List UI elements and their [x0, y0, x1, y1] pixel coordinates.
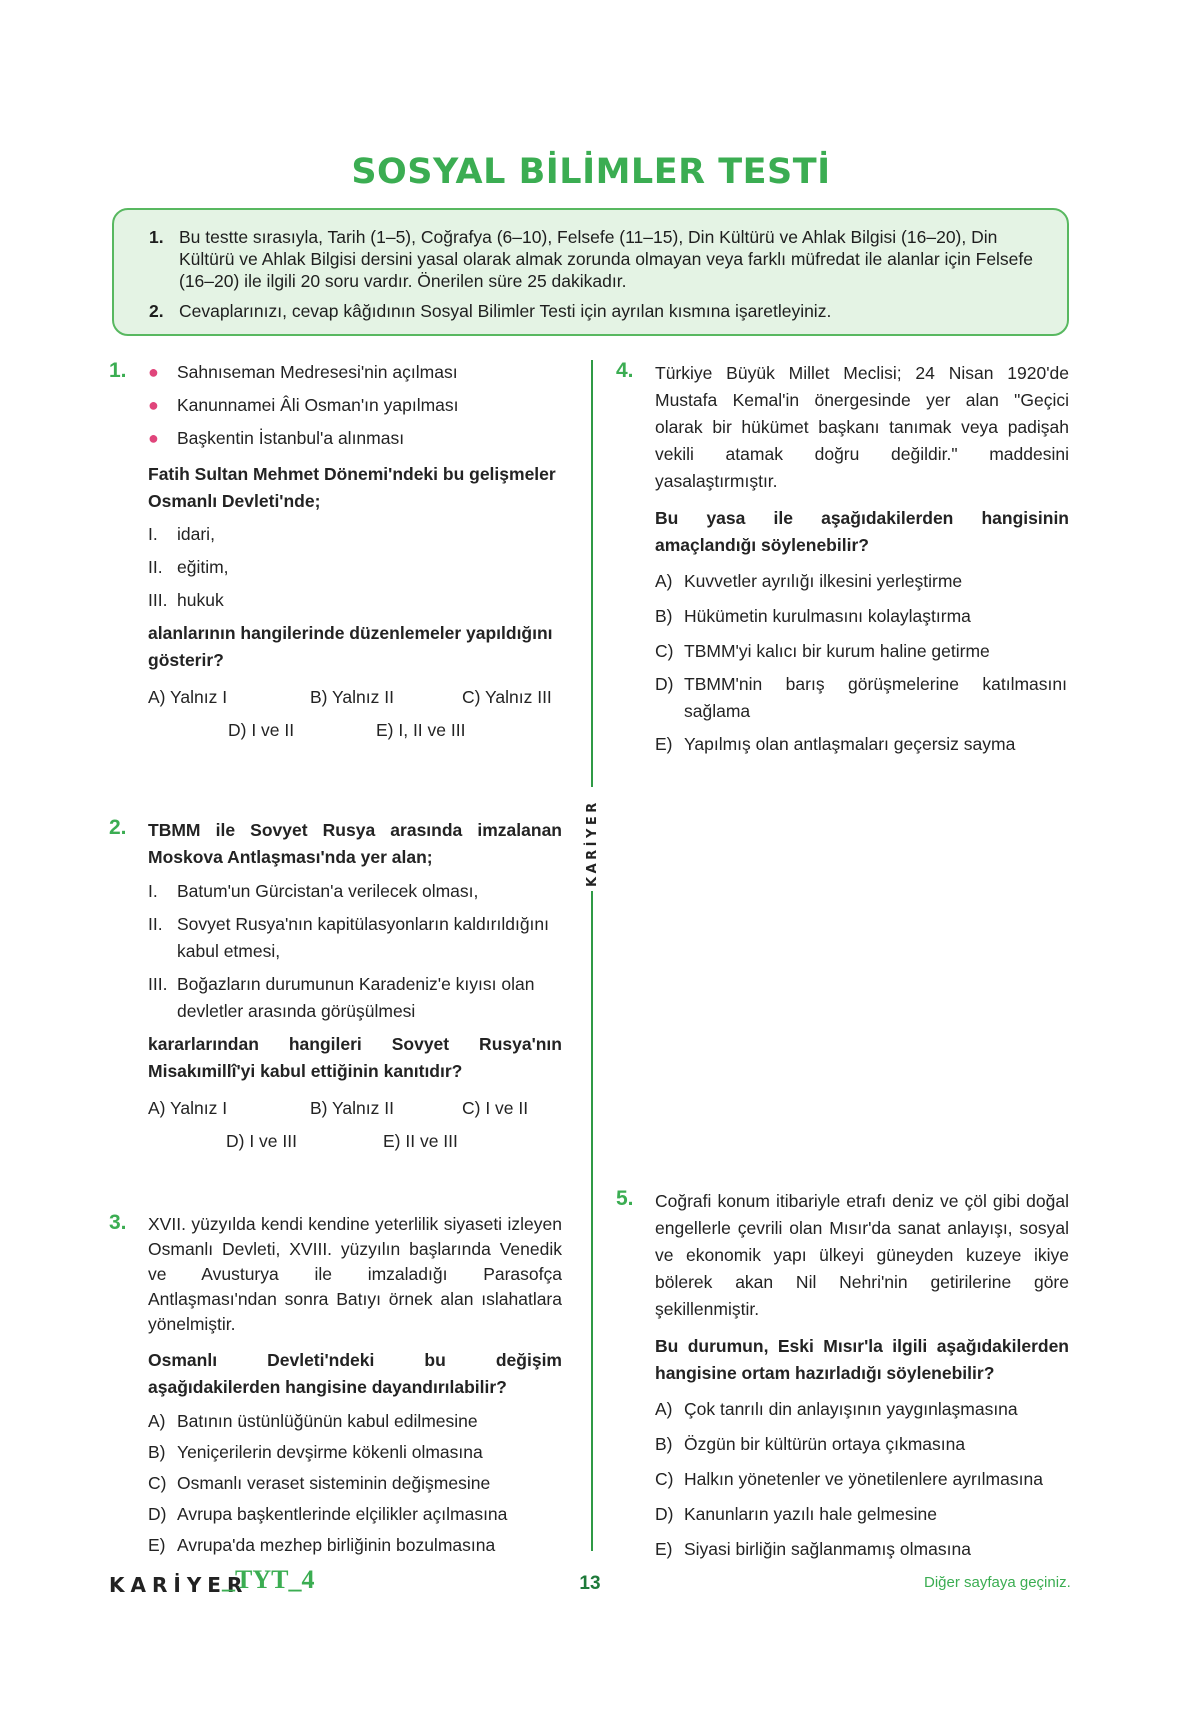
roman-list — [148, 521, 562, 614]
question-prompt: Fatih Sultan Mehmet Dönemi'ndeki bu gelişmeler Osmanlı Devleti'nde; — [148, 464, 556, 511]
question-5 — [616, 1187, 1069, 1569]
option-text: Çok tanrılı din anlayışının yaygınlaşmasına — [684, 1399, 1018, 1419]
roman-item — [148, 971, 562, 1025]
question-stem: Türkiye Büyük Millet Meclisi; 24 Nisan 1920'de Mustafa Kemal'in önergesinde yer alan "Geçici olarak bir hükümet başkanı tanımak veya padişah vekili atamak doğru değildir." maddesini yasalaştırmıştır. — [655, 363, 1069, 491]
option-text: Avrupa başkentlerinde elçilikler açılmasına — [177, 1504, 508, 1524]
roman-text: Boğazların durumunun Karadeniz'e kıyısı olan devletler arasında görüşülmesi — [177, 974, 535, 1021]
roman-text: idari, — [177, 524, 215, 544]
answer-options — [148, 1092, 562, 1158]
option-text: TBMM'nin barış görüşmelerine katılmasını sağlama — [684, 674, 1067, 721]
question-text: Bu yasa ile aşağıdakilerden hangisinin amaçlandığı söylenebilir? — [655, 508, 1069, 555]
side-brand-logo — [580, 797, 604, 889]
option-d[interactable] — [655, 1499, 1069, 1530]
instruction-number: 1. — [149, 227, 164, 247]
roman-item — [148, 878, 562, 905]
answer-options — [148, 681, 562, 747]
instruction-number: 2. — [149, 301, 164, 321]
question-number: 4. — [616, 359, 634, 382]
roman-numeral: II. — [148, 914, 163, 934]
option-b[interactable] — [655, 601, 1069, 632]
option-letter: D) — [655, 674, 674, 694]
instruction-text: Cevaplarınızı, cevap kâğıdının Sosyal Bilimler Testi için ayrılan kısmına işaretleyiniz. — [179, 301, 832, 321]
footer-test-code: _TYT_4 — [222, 1565, 315, 1594]
option-text: Hükümetin kurulmasını kolaylaştırma — [684, 606, 971, 626]
roman-text: hukuk — [177, 590, 224, 610]
roman-numeral: III. — [148, 974, 168, 994]
page-number: 13 — [579, 1573, 601, 1594]
bullet-list — [148, 356, 562, 455]
footer-brand-logo: KARİYER — [109, 1573, 249, 1597]
option-text: Siyasi birliğin sağlanmamış olmasına — [684, 1539, 971, 1559]
roman-item — [148, 521, 562, 548]
roman-item — [148, 554, 562, 581]
option-b[interactable] — [148, 1439, 562, 1466]
question-number: 2. — [109, 816, 127, 839]
instruction-text: Bu testte sırasıyla, Tarih (1–5), Coğrafya (6–10), Felsefe (11–15), Din Kültürü ve Ahlak Bilgisi (16–20), Din Kültürü ve Ahlak Bilgisi dersini yasal olarak almak zorunda olmayan veya farklı müfredat ile alanlar için Felsefe (16–20) ile ilgili 20 soru vardır. Önerilen süre 25 dakikadır. — [179, 227, 1034, 291]
option-text: Yeniçerilerin devşirme kökenli olmasına — [177, 1442, 483, 1462]
option-letter: E) — [655, 734, 673, 754]
option-text: Osmanlı veraset sisteminin değişmesine — [177, 1473, 491, 1493]
option-a[interactable]: A) Yalnız I — [148, 1098, 228, 1118]
option-b[interactable]: B) Yalnız II — [310, 1098, 394, 1118]
option-e[interactable] — [148, 1532, 562, 1559]
option-c[interactable] — [148, 1470, 562, 1497]
option-letter: B) — [148, 1442, 166, 1462]
answer-options — [655, 566, 1069, 760]
option-a[interactable] — [655, 1394, 1069, 1425]
question-text: Bu durumun, Eski Mısır'la ilgili aşağıdakilerden hangisine ortam hazırladığı söylenebilir? — [655, 1336, 1069, 1383]
option-text: TBMM'yi kalıcı bir kurum haline getirme — [684, 641, 990, 661]
option-letter: C) — [655, 1469, 674, 1489]
option-letter: C) — [148, 1473, 167, 1493]
question-stem: Coğrafi konum itibariyle etrafı deniz ve çöl gibi doğal engellerle çevrili olan Mısır'da sanat anlayışı, sosyal ve ekonomik yapı ülkeyi güneyden kuzeye ikiye bölerek akan Nil Nehri'nin getirilerine göre şekillenmiştir. — [655, 1191, 1069, 1319]
question-number: 1. — [109, 359, 127, 382]
bullet-item — [148, 422, 562, 455]
option-e[interactable] — [655, 729, 1069, 760]
page-title: SOSYAL BİLİMLER TESTİ — [351, 152, 831, 192]
bullet-text: Sahnıseman Medresesi'nin açılması — [177, 362, 458, 382]
roman-text: Sovyet Rusya'nın kapitülasyonların kaldırıldığını kabul etmesi, — [177, 914, 550, 961]
option-letter: A) — [655, 1399, 673, 1419]
option-d[interactable]: D) I ve II — [228, 720, 295, 740]
question-3 — [109, 1211, 562, 1563]
question-1 — [109, 359, 562, 747]
roman-item — [148, 911, 562, 965]
question-stem: XVII. yüzyılda kendi kendine yeterlilik siyaseti izleyen Osmanlı Devleti, XVIII. yüzyılın başlarında Venedik ve Avusturya ile imzaladığı Parasofça Antlaşması'ndan sonra Batıyı örnek alan ıslahatlara yönelmiştir. — [148, 1214, 562, 1334]
option-d[interactable] — [655, 671, 1069, 725]
answer-options — [655, 1394, 1069, 1565]
option-c[interactable] — [655, 636, 1069, 667]
bullet-item — [148, 389, 562, 422]
question-number: 3. — [109, 1211, 127, 1234]
column-divider — [591, 891, 593, 1551]
instructions-box — [112, 208, 1069, 336]
bullet-text: Başkentin İstanbul'a alınması — [177, 428, 405, 448]
roman-item — [148, 587, 562, 614]
option-e[interactable]: E) I, II ve III — [376, 720, 466, 740]
option-text: Kuvvetler ayrılığı ilkesini yerleştirme — [684, 571, 963, 591]
option-d[interactable]: D) I ve III — [226, 1131, 297, 1151]
option-letter: D) — [148, 1504, 167, 1524]
bullet-icon: ● — [148, 362, 159, 382]
option-letter: E) — [655, 1539, 673, 1559]
option-letter: D) — [655, 1504, 674, 1524]
answer-options — [148, 1408, 562, 1559]
option-e[interactable]: E) II ve III — [383, 1131, 458, 1151]
question-text: alanlarının hangilerinde düzenlemeler yapıldığını gösterir? — [148, 623, 553, 670]
instruction-item — [149, 226, 1043, 292]
option-a[interactable] — [655, 566, 1069, 597]
roman-numeral: I. — [148, 524, 158, 544]
option-text: Halkın yönetenler ve yönetilenlere ayrılmasına — [684, 1469, 1043, 1489]
option-letter: A) — [148, 1411, 166, 1431]
side-brand-text: KARİYER — [585, 799, 600, 887]
roman-numeral: II. — [148, 557, 163, 577]
roman-text: eğitim, — [177, 557, 229, 577]
option-d[interactable] — [148, 1501, 562, 1528]
option-letter: A) — [655, 571, 673, 591]
option-letter: B) — [655, 1434, 673, 1454]
question-prompt: TBMM ile Sovyet Rusya arasında imzalanan Moskova Antlaşması'nda yer alan; — [148, 820, 562, 867]
option-e[interactable] — [655, 1534, 1069, 1565]
question-4 — [616, 359, 1069, 764]
bullet-icon: ● — [148, 428, 159, 448]
bullet-text: Kanunnamei Âli Osman'ın yapılması — [177, 395, 459, 415]
option-c[interactable] — [655, 1464, 1069, 1495]
option-text: Özgün bir kültürün ortaya çıkmasına — [684, 1434, 966, 1454]
roman-text: Batum'un Gürcistan'a verilecek olması, — [177, 881, 479, 901]
option-text: Kanunların yazılı hale gelmesine — [684, 1504, 937, 1524]
bullet-icon: ● — [148, 395, 159, 415]
option-letter: C) — [655, 641, 674, 661]
instruction-item — [149, 300, 1043, 322]
option-b[interactable] — [655, 1429, 1069, 1460]
question-text: kararlarından hangileri Sovyet Rusya'nın Misakımillî'yi kabul ettiğinin kanıtıdır? — [148, 1034, 562, 1081]
option-a[interactable] — [148, 1408, 562, 1435]
question-text: Osmanlı Devleti'ndeki bu değişim aşağıdakilerden hangisine dayandırılabilir? — [148, 1350, 562, 1397]
bullet-item — [148, 356, 562, 389]
option-b[interactable]: B) Yalnız II — [310, 687, 394, 707]
question-2 — [109, 816, 562, 1158]
option-text: Yapılmış olan antlaşmaları geçersiz sayma — [684, 734, 1016, 754]
option-c[interactable]: C) Yalnız III — [462, 687, 552, 707]
option-letter: E) — [148, 1535, 166, 1555]
roman-numeral: I. — [148, 881, 158, 901]
option-text: Batının üstünlüğünün kabul edilmesine — [177, 1411, 478, 1431]
option-text: Avrupa'da mezhep birliğinin bozulmasına — [177, 1535, 496, 1555]
column-divider — [591, 360, 593, 787]
question-number: 5. — [616, 1187, 634, 1210]
roman-numeral: III. — [148, 590, 168, 610]
roman-list — [148, 878, 562, 1025]
option-c[interactable]: C) I ve II — [462, 1098, 529, 1118]
option-letter: B) — [655, 606, 673, 626]
option-a[interactable]: A) Yalnız I — [148, 687, 228, 707]
next-page-note: Diğer sayfaya geçiniz. — [924, 1574, 1071, 1591]
